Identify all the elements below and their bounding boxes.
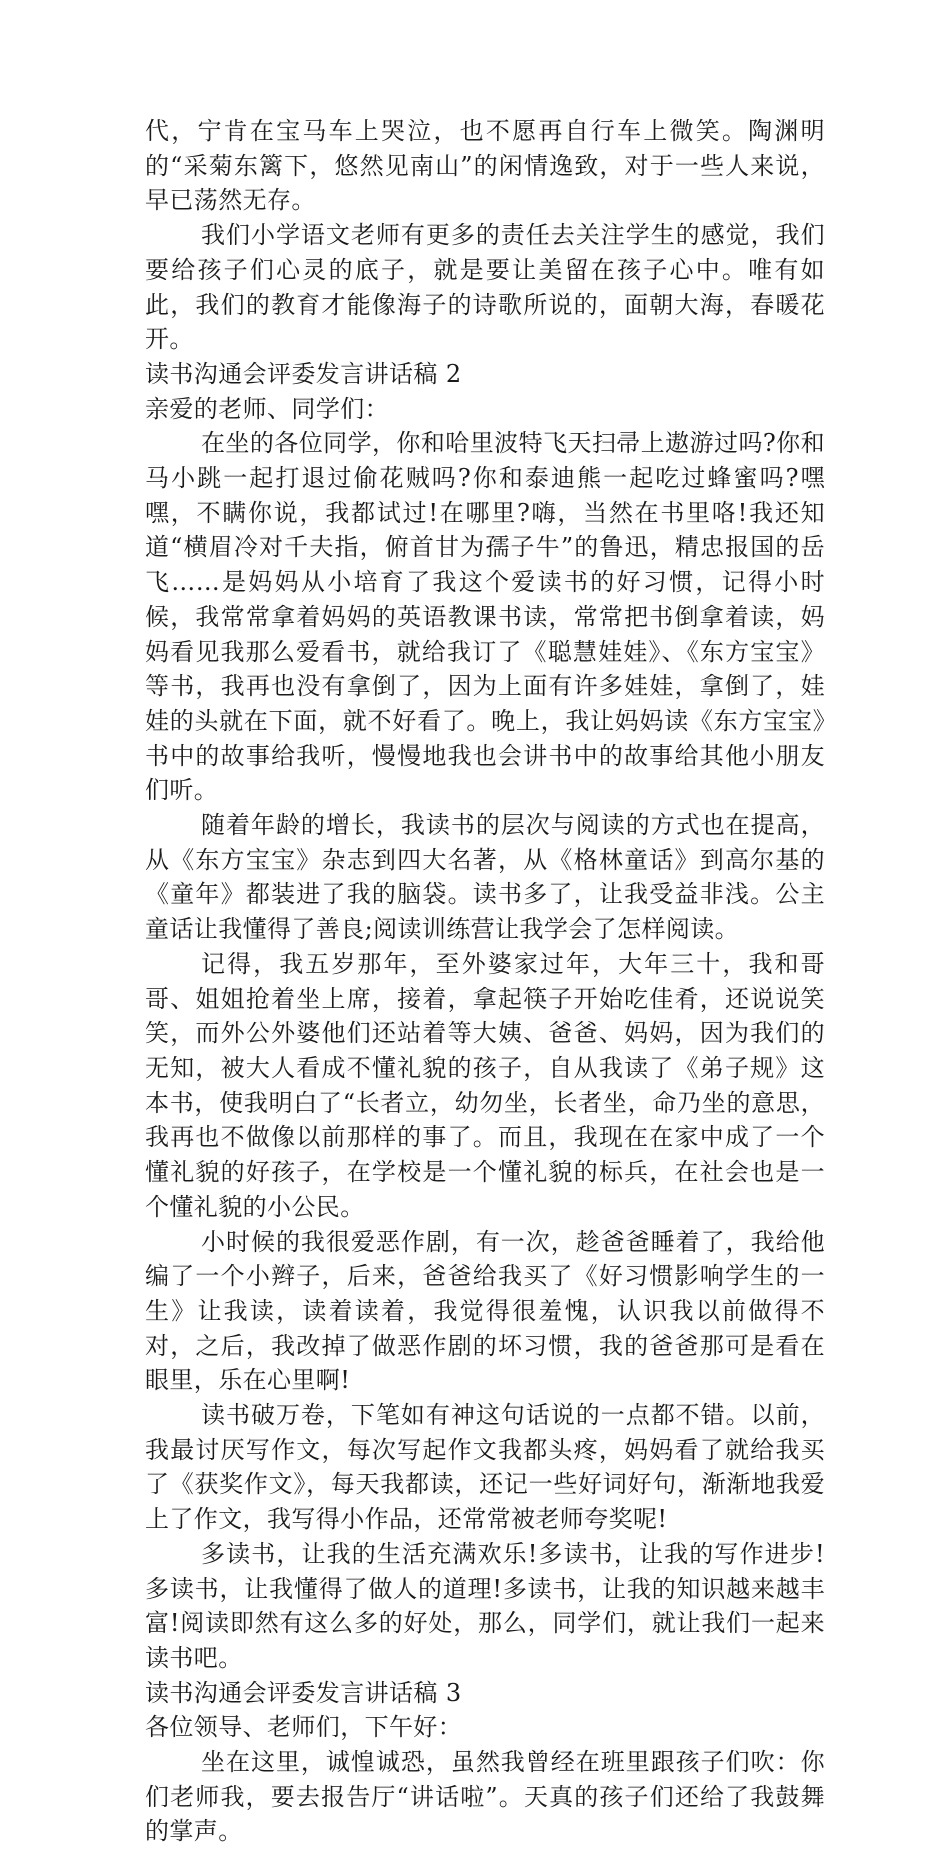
greeting-3: 各位领导、老师们，下午好： xyxy=(145,1713,463,1742)
speech-heading-2: 读书沟通会评委发言讲话稿 2 xyxy=(145,359,462,388)
document-body xyxy=(145,114,825,1849)
paragraph-writing: 读书破万卷，下笔如有神这句话说的一点都不错。以前，我最讨厌写作文，每次写起作文我都头疼，妈妈看了就给我买了《获奖作文》，每天我都读，还记一些好词好句，渐渐地我爱上了作文，我写得小作品，还常常被老师夸奖呢! xyxy=(145,1401,825,1534)
speech-heading-3: 读书沟通会评委发言讲话稿 3 xyxy=(145,1678,462,1707)
paragraph-benefits: 多读书，让我的生活充满欢乐!多读书，让我的写作进步!多读书，让我懂得了做人的道理!多读书，让我的知识越来越丰富!阅读即然有这么多的好处，那么，同学们，就让我们一起来读书吧。 xyxy=(145,1539,825,1672)
paragraph-pranks: 小时候的我很爱恶作剧，有一次，趁爸爸睡着了，我给他编了一个小辫子，后来，爸爸给我买了《好习惯影响学生的一生》让我读，读着读着，我觉得很羞愧，认识我以前做得不对，之后，我改掉了做恶作剧的坏习惯，我的爸爸那可是看在眼里，乐在心里啊! xyxy=(145,1227,825,1395)
paragraph-reading-growth: 随着年龄的增长，我读书的层次与阅读的方式也在提高，从《东方宝宝》杂志到四大名著，从《格林童话》到高尔基的《童年》都装进了我的脑袋。读书多了，让我受益非浅。公主童话让我懂得了善良;阅读训练营让我学会了怎样阅读。 xyxy=(145,811,825,944)
paragraph-continuation: 代，宁肯在宝马车上哭泣，也不愿再自行车上微笑。陶渊明的“采菊东篱下，悠然见南山”的闲情逸致，对于一些人来说，早已荡然无存。 xyxy=(145,117,825,215)
paragraph-reading-habit: 在坐的各位同学，你和哈里波特飞天扫帚上遨游过吗?你和马小跳一起打退过偷花贼吗?你和泰迪熊一起吃过蜂蜜吗?嘿嘿，不瞒你说，我都试过!在哪里?嗨，当然在书里咯!我还知道“横眉冷对千夫指，俯首甘为孺子牛”的鲁迅，精忠报国的岳飞……是妈妈从小培育了我这个爱读书的好习惯，记得小时候，我常常拿着妈妈的英语教课书读，常常把书倒拿着读，妈妈看见我那么爱看书，就给我订了《聪慧娃娃》、《东方宝宝》等书，我再也没有拿倒了，因为上面有许多娃娃，拿倒了，娃娃的头就在下面，就不好看了。晚上，我让妈妈读《东方宝宝》书中的故事给我听，慢慢地我也会讲书中的故事给其他小朋友们听。 xyxy=(145,429,825,805)
greeting-2: 亲爱的老师、同学们： xyxy=(145,394,389,423)
paragraph-manners: 记得，我五岁那年，至外婆家过年，大年三十，我和哥哥、姐姐抢着坐上席，接着，拿起筷子开始吃佳肴，还说说笑笑，而外公外婆他们还站着等大姨、爸爸、妈妈，因为我们的无知，被大人看成不懂礼貌的孩子，自从我读了《弟子规》这本书，使我明白了“长者立，幼勿坐，长者坐，命乃坐的意思，我再也不做像以前那样的事了。而且，我现在在家中成了一个懂礼貌的好孩子，在学校是一个懂礼貌的标兵，在社会也是一个懂礼貌的小公民。 xyxy=(145,949,825,1221)
paragraph-teacher-responsibility: 我们小学语文老师有更多的责任去关注学生的感觉，我们要给孩子们心灵的底子，就是要让美留在孩子心中。唯有如此，我们的教育才能像海子的诗歌所说的，面朝大海，春暖花开。 xyxy=(145,221,825,354)
paragraph-opening: 坐在这里，诚惶诚恐，虽然我曾经在班里跟孩子们吹：你们老师我，要去报告厅“讲话啦”。天真的孩子们还给了我鼓舞的掌声。 xyxy=(145,1748,825,1846)
